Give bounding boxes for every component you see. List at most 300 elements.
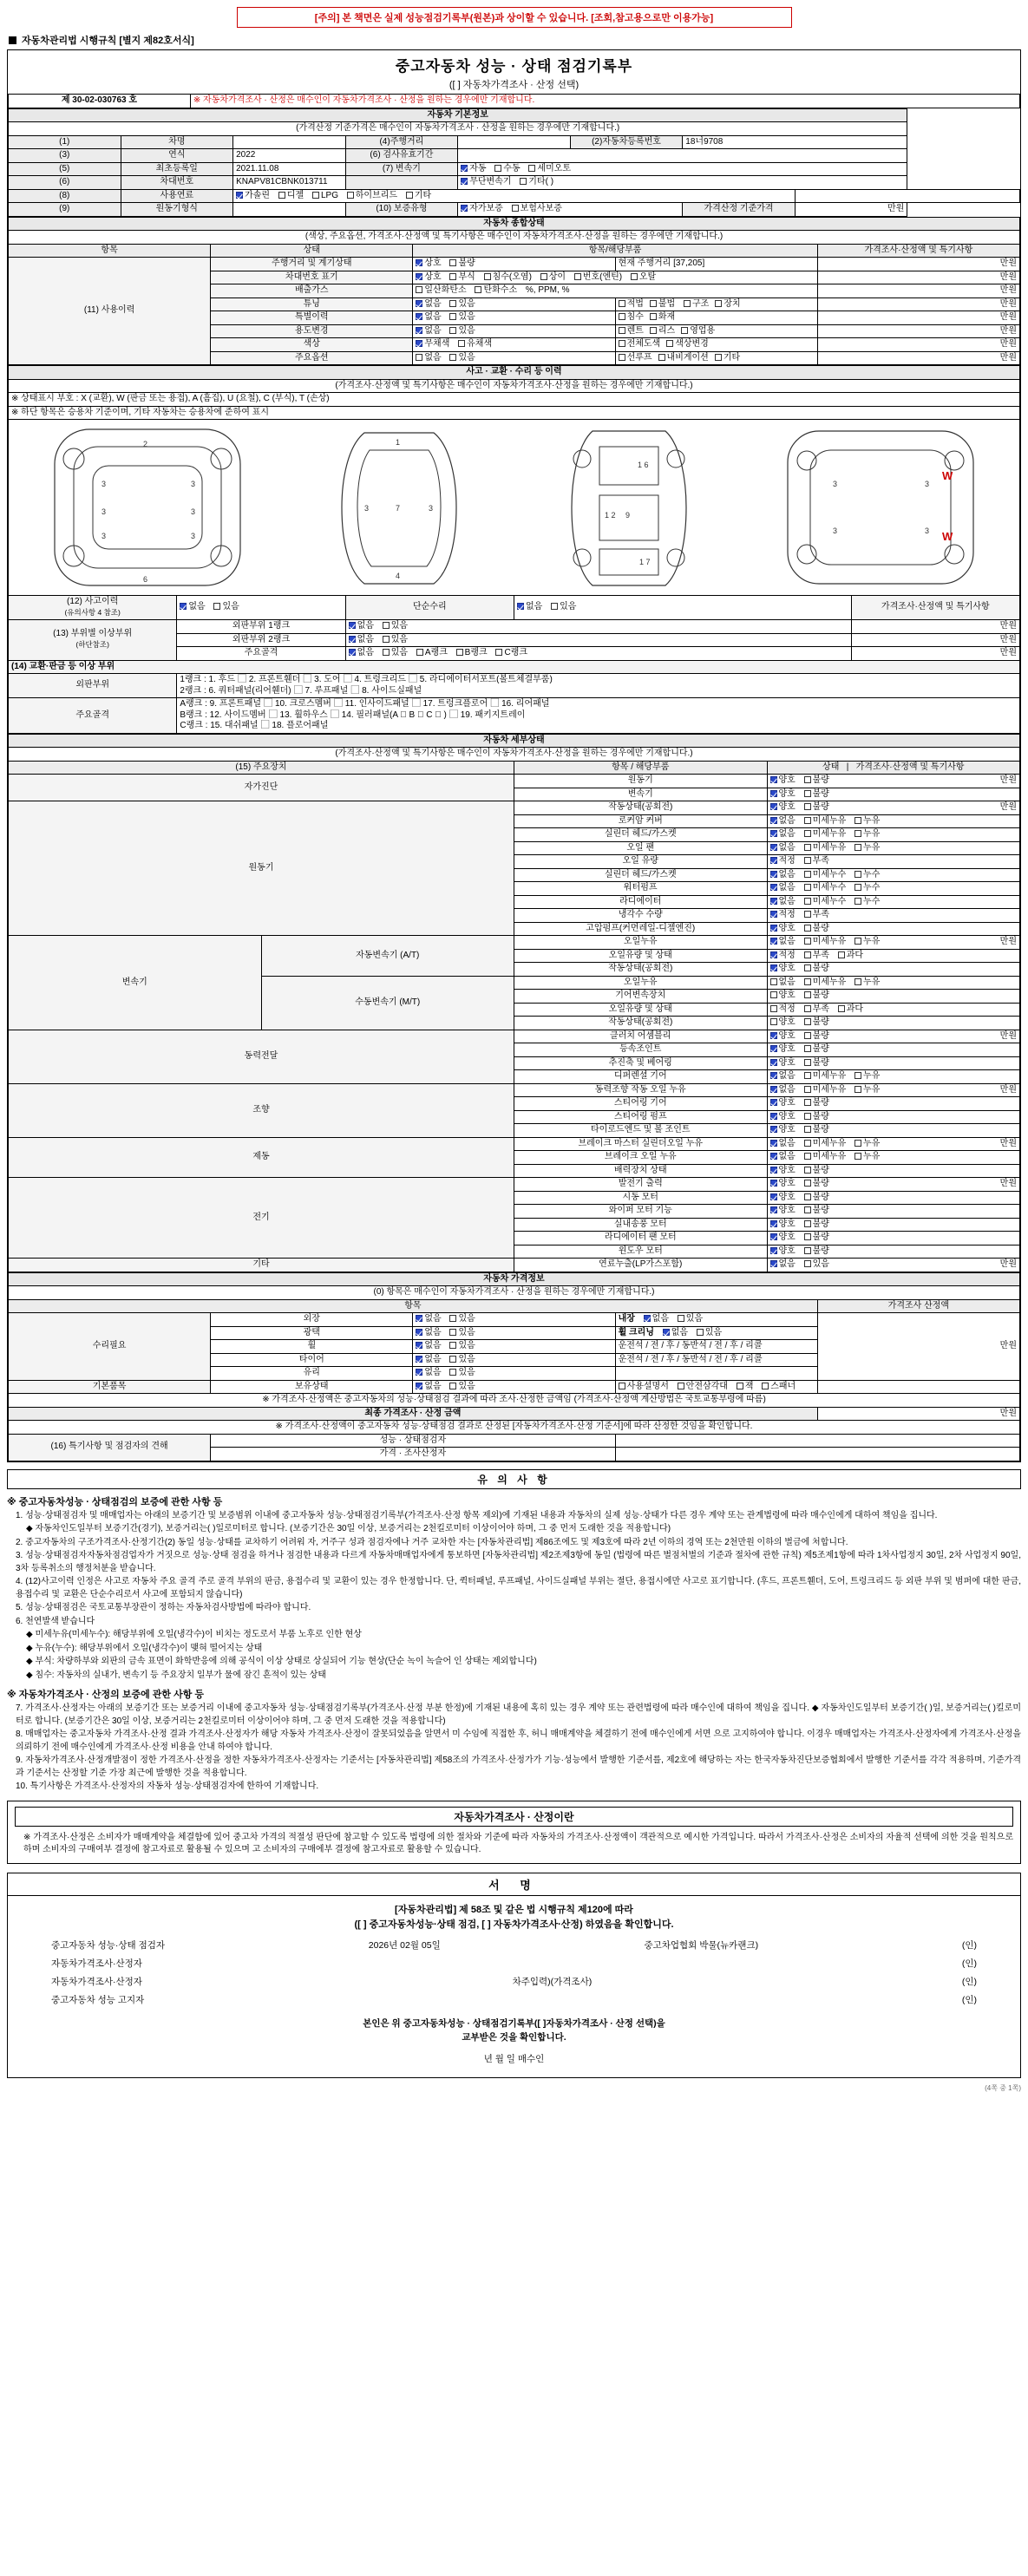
opt-use-none: 없음: [424, 325, 442, 336]
subgroup-manual-transmission: 수동변속기 (M/T): [261, 976, 514, 1030]
part-radiator: 라디에이터: [514, 895, 768, 909]
notice-item: 6. 천연발색 받습니다: [16, 1616, 95, 1626]
opt-auto: 자동: [469, 163, 487, 173]
row-label-special: 특별이력: [211, 311, 413, 325]
label-tire: 타이어: [211, 1353, 413, 1367]
row-label-vin-mark: 차대번호 표기: [211, 271, 413, 284]
opts-wheel-cleaning[interactable]: 휠 크리닝 없음 있음: [615, 1326, 817, 1340]
label-polish: 광택: [211, 1326, 413, 1340]
opt-color-multi: 유채색: [467, 339, 493, 349]
svg-text:3: 3: [832, 480, 837, 488]
row-opts-usechange[interactable]: [413, 324, 615, 338]
notice-item: 9. 자동차가격조사·산정개발점이 정한 가격조사·산정을 정한 자동차가격조사·산정자는 기준서는 [자동차관리법] 제58조의 가격조사·산정가가 기능·성능에서 발행한 기준서를, 제2호에 해당하는 자는 한국자동차진단보증협회에서 발행한 기준서를 각각 적용하며, 기준가격과 기준서는 산정할 기준 가장 최근에 발행한 것을 적용합니다.: [16, 1755, 1021, 1778]
price-transmission[interactable]: 만원: [999, 937, 1017, 946]
row-opts-mileage[interactable]: [413, 258, 615, 271]
notice-item: ◆ 누유(누수): 해당부위에서 오일(냉각수)이 맺혀 떨어지는 상태: [26, 1643, 263, 1653]
part-mt-oil-leak: 오일누유: [514, 976, 768, 990]
group-steering: 조향: [9, 1083, 514, 1137]
state-fuel-leak[interactable]: 없음 있음 만원: [767, 1259, 1020, 1272]
frame-area-lines: [177, 698, 1020, 734]
row-opts-special[interactable]: [413, 311, 615, 325]
notice-item: 2. 중고자동차의 구조가격조사·산정기간(2) 동일 성능·상태를 교차하기 어려워 자, 거주구 성과 점검자에나 거주 교차한 자는 [자동차관리법] 제86조에도 및 제3호에 따라 2년 이하의 경역 또는 2천만원 이하의 벌금에 처합니다.: [16, 1537, 848, 1547]
section1-title: 자동차 기본정보: [9, 108, 907, 122]
state-brake-oil-leak[interactable]: 없음 미세누유 누유: [767, 1151, 1020, 1165]
part-clutch-assembly: 클러치 어셈블리: [514, 1030, 768, 1043]
row-price-options[interactable]: 만원: [817, 351, 1019, 365]
price-electric[interactable]: 만원: [999, 1179, 1017, 1188]
opt-insurer-warranty: 보험사보증: [520, 204, 562, 213]
price-self-diag[interactable]: 만원: [999, 775, 1017, 785]
part-power-steering-leak: 동력조향 작동 오일 누유: [514, 1083, 768, 1097]
group-brake: 제동: [9, 1137, 514, 1178]
value-price-standard[interactable]: 만원: [795, 203, 907, 217]
opt-frame-b: B랭크: [464, 648, 488, 657]
state-coolant-level[interactable]: 적정 부족: [767, 909, 1020, 923]
opt-vin-engine: 번호(엔틴): [582, 271, 623, 282]
label-usage-history: (11) 사용이력: [9, 258, 211, 365]
signature-name[interactable]: 중고차업협회 박물(뉴카랜크): [644, 1939, 759, 1951]
row-label-usechange: 용도변경: [211, 324, 413, 338]
section-overall-state: [8, 217, 1020, 366]
price-steering[interactable]: 만원: [999, 1084, 1017, 1095]
state-mt-oil-leak[interactable]: 없음 미세누유 누유: [767, 976, 1020, 990]
value-appraiser-remark[interactable]: [615, 1448, 1019, 1461]
state-at-oil-level[interactable]: 적정 부족 과다: [767, 949, 1020, 963]
price-basic-items[interactable]: [817, 1380, 1019, 1394]
opt-vin-flood: 침수(오염): [492, 271, 532, 282]
car-diagram-top-view: [312, 421, 486, 594]
label-price-standard: 가격산정 기준가격: [683, 203, 796, 217]
signature-role: 자동차가격조사·산정자: [51, 1958, 142, 1969]
opt-semiauto: 세미오토: [537, 163, 572, 173]
state-brake-master-cyl[interactable]: 없음 미세누유 누유 만원: [767, 1137, 1020, 1151]
svg-text:3: 3: [101, 507, 107, 516]
section4-note: (가격조사·산정액 및 특기사항은 매수인이 자동차가격조사·산정을 원하는 경우에만 기재합니다.): [9, 748, 1020, 762]
detail-basic-items[interactable]: 사용설명서 안전삼각대 잭 스패너: [615, 1380, 817, 1394]
opt-frame-yes: 있음: [390, 648, 409, 657]
section-price-info: [8, 1272, 1020, 1461]
opts-glass[interactable]: 없음 있음: [413, 1367, 615, 1381]
opt-option-yes: 있음: [458, 352, 475, 363]
subgroup-auto-transmission: 자동변속기 (A/T): [261, 936, 514, 977]
svg-text:3: 3: [429, 504, 434, 513]
row-opts-tuning[interactable]: [413, 297, 615, 311]
label-repair-needed: 수리필요: [9, 1313, 211, 1381]
row-price-mileage[interactable]: 만원: [817, 258, 1019, 271]
state-booster[interactable]: 양호 불량: [767, 1164, 1020, 1178]
signature-row: [51, 1993, 977, 2006]
state-steering-pump[interactable]: 양호 불량: [767, 1110, 1020, 1124]
opt-r2-none: 없음: [357, 634, 374, 644]
frame-rank-a-line: A랭크 : 9. 프론트패널 ⃞ 10. 크로스멤버 ⃞ 11. 인사이드패널 ⃞ 17. 트렁크플로어 ⃞ 16. 리어패널: [180, 699, 550, 709]
signature-date: 2026년 02월 05일: [368, 1939, 441, 1951]
svg-text:1 6: 1 6: [637, 461, 649, 469]
row-price-emission[interactable]: 만원: [817, 284, 1019, 298]
ext-rank2-line: 2랭크 : 6. 쿼터패널(리어휀더) ⃞ 7. 루프패널 ⃞ 8. 사이드실패널: [180, 685, 422, 696]
form-code-label: 자동차관리법 시행규칙 [별지 제82호서식]: [22, 36, 194, 46]
opts-holding-state[interactable]: 없음 있음: [413, 1380, 615, 1394]
col-price-amount: 가격조사 산정액: [817, 1299, 1019, 1313]
price-repair-amount[interactable]: 만원: [817, 1313, 1019, 1381]
col-state: 상태: [211, 244, 413, 258]
part-window-motor: 윈도우 모터: [514, 1245, 768, 1259]
legend-note: ※ 하단 항목은 승용차 기준이며, 기타 자동차는 승용차에 준하여 표시: [9, 406, 1020, 420]
part-steering-gear: 스티어링 기어: [514, 1097, 768, 1111]
frame-rank-b-line: B랭크 : 12. 사이드멤버 ⃞ 13. 휠하우스 ⃞ 14. 필러패널(A ⃞ B ⃞ C ⃞ ) ⃞ 19. 패키지트레이: [180, 709, 526, 720]
opt-r1-none: 없음: [357, 621, 374, 631]
col-part-name: 항목 / 해당부품: [514, 761, 768, 775]
opt-accident-none: 없음: [188, 602, 206, 612]
opt-r1-yes: 있음: [390, 621, 409, 631]
detail-tire-positions: 운전석 / 전 / 후 / 동반석 / 전 / 후 / 리콜: [615, 1353, 817, 1367]
row-price-vin[interactable]: 만원: [817, 271, 1019, 284]
state-mt-gear[interactable]: 양호 불량: [767, 990, 1020, 1004]
label-accident-history: (12) 사고이력 (유의사항 4 참조): [9, 596, 177, 620]
opt-vin-good: 상호: [424, 271, 442, 282]
row-detail-color[interactable]: 전체도색 색상변경: [615, 338, 817, 352]
svg-text:1 2: 1 2: [604, 511, 616, 520]
row-opts-options[interactable]: [413, 351, 615, 365]
opt-cvt: 무단변속기: [469, 177, 512, 186]
signature-row: [51, 1957, 977, 1970]
label-frame: 주요골격: [177, 647, 345, 661]
svg-text:4: 4: [396, 572, 401, 580]
part-propeller-shaft: 추진축 및 베어링: [514, 1056, 768, 1070]
page-subtitle: ([ ] 자동차가격조사 · 산정 선택): [449, 80, 579, 90]
state-oil-level[interactable]: 적정 부족: [767, 855, 1020, 869]
signature-body: [7, 1896, 1021, 2079]
legend-symbols: ※ 상태표시 부호 : X (교환), W (판금 또는 용접), A (흠집), U (요철), C (부식), T (손상): [9, 393, 1020, 407]
price-ext-rank2[interactable]: 만원: [851, 633, 1019, 647]
part-engine-idle: 작동상태(공회전): [514, 801, 768, 815]
opts-polish[interactable]: 없음 있음: [413, 1326, 615, 1340]
svg-text:W: W: [941, 530, 953, 543]
state-clutch-assembly[interactable]: 양호 불량 만원: [767, 1030, 1020, 1043]
col-item: 항목: [9, 244, 211, 258]
row-price-color[interactable]: 만원: [817, 338, 1019, 352]
svg-text:3: 3: [364, 504, 370, 513]
opts-exterior[interactable]: 없음 있음: [413, 1313, 615, 1327]
part-mt-gear: 기어변속장치: [514, 990, 768, 1004]
car-diagram-side-view: [772, 421, 989, 594]
label-plate: (2)자동차등록번호: [570, 135, 683, 149]
signature-row: [51, 1939, 977, 1952]
row-price-tuning[interactable]: 만원: [817, 297, 1019, 311]
group-engine: 원동기: [9, 801, 514, 936]
opt-frame-c: C랭크: [504, 648, 527, 657]
opt-tuning-yes: 있음: [458, 298, 475, 309]
opts-accident[interactable]: [177, 596, 345, 620]
opts-ext-rank2[interactable]: [345, 633, 851, 647]
part-tie-rod-ball-joint: 타이로드엔드 및 볼 조인트: [514, 1124, 768, 1138]
signature-row: [51, 1975, 977, 1988]
row-price-special[interactable]: 만원: [817, 311, 1019, 325]
price-brake[interactable]: 만원: [999, 1138, 1017, 1148]
value-mileage[interactable]: [458, 135, 571, 149]
frame-rank-c-line: C랭크 : 15. 대쉬패널 ⃞ 18. 플로어패널: [180, 721, 329, 730]
col-price: 가격조사·산정액 및 특기사항: [817, 244, 1019, 258]
opts-tire[interactable]: 없음 있음: [413, 1353, 615, 1367]
part-rocker-cover: 로커암 커버: [514, 814, 768, 828]
row-detail-options[interactable]: 선루프 내비게이션 기타: [615, 351, 817, 365]
state-starter-motor[interactable]: 양호 불량: [767, 1191, 1020, 1205]
label-ext-area: 외판부위: [9, 674, 177, 698]
group-powertrain: 동력전달: [9, 1030, 514, 1083]
group-electric: 전기: [9, 1178, 514, 1259]
signature-seal: (인): [961, 1958, 977, 1969]
fuel-options[interactable]: [233, 189, 796, 203]
label-carname: 차명: [121, 135, 233, 149]
opt-lpg: LPG: [320, 190, 338, 200]
value-plate[interactable]: 18너9708: [683, 135, 907, 149]
opt-r2-yes: 있음: [390, 634, 409, 644]
svg-text:3: 3: [924, 480, 929, 488]
total-price-label: 최종 가격조사 · 산정 금액: [9, 1407, 818, 1421]
row-opts-color[interactable]: [413, 338, 615, 352]
notice-item: 4. (12)사고이력 인정은 사고로 자동차 주요 골격 주로 골격 부위의 판금, 용접수리 및 교환이 있는 경우 한정합니다. 단, 퀵터패널, 루프패널, 사이드실패널 부위는 절단, 용접시에만 사고로 표기합니다. (후드, 프론트휀더, 도어, 트렁크리드 등 외판 부위 및 범퍼에 대한 판금, 용접수리 및 교환은 단순수리로서 사고에 포함되지 않습니다): [16, 1577, 1021, 1599]
opts-frame[interactable]: [345, 647, 851, 661]
value-inspection[interactable]: [458, 149, 907, 163]
state-cyl-head-gasket[interactable]: 없음 미세누유 누유: [767, 828, 1020, 842]
label-basic-items: 기본품목: [9, 1380, 211, 1394]
opts-ext-rank1[interactable]: [345, 620, 851, 634]
label-inspector-remark: 성능 · 상태점검자: [211, 1434, 615, 1448]
opt-special-yes: 있음: [458, 312, 475, 322]
col-main-device: (15) 주요장치: [9, 761, 514, 775]
section3-note: (가격조사·산정액 및 특기사항은 매수인이 자동차가격조사·산정을 원하는 경우에만 기재합니다.): [9, 379, 1020, 393]
total-price-value[interactable]: 만원: [817, 1407, 1019, 1421]
section1-note: (가격산정 기준가격은 매수인이 자동차가격조사 · 산정을 원하는 경우에만 기재합니다.): [9, 122, 907, 136]
part-differential-gear: 디퍼렌셜 기어: [514, 1070, 768, 1084]
notice-section2-title: ※ 자동차가격조사 · 산정의 보증에 관한 사항 등: [7, 1690, 205, 1700]
detail-glass: [615, 1367, 817, 1381]
notice-item: ◆ 자동차인도일부터 보증기간(경기), 보증거리는( )일로미터로 합니다. (보증기간은 30일 이상, 보증거리는 2천킬로미터 이상이어야 하며, 그 중 먼저 도래한 것을 적용합니다): [26, 1524, 671, 1533]
page-title: 중고자동차 성능 · 상태 점검기록부: [395, 58, 633, 75]
state-cyl-head-gasket-coolant[interactable]: 없음 미세누수 누수: [767, 868, 1020, 882]
row-detail-usechange[interactable]: 렌트 리스 영업용: [615, 324, 817, 338]
row-no: (9): [9, 203, 121, 217]
notice-section1-title: ※ 중고자동차성능 · 상태점검의 보증에 관한 사항 등: [7, 1496, 223, 1507]
transmission-options2[interactable]: [458, 176, 907, 190]
state-blower-motor[interactable]: 양호 불량: [767, 1218, 1020, 1232]
black-square-icon: [9, 36, 16, 44]
part-starter-motor: 시동 모터: [514, 1191, 768, 1205]
state-wiper-motor[interactable]: 양호 불량: [767, 1205, 1020, 1219]
notice-item: ◆ 부식: 차량하부와 외판의 금속 표면이 화학반응에 의해 공식이 이상 상태로 상실되어 기능 현상(단순 녹이 녹슬어 인 상태는 제외합니다): [26, 1657, 537, 1666]
group-self-diagnosis: 자가진단: [9, 775, 514, 801]
car-diagram-underbody-view: [542, 421, 716, 594]
state-mt-idle[interactable]: 양호 불량: [767, 1017, 1020, 1030]
part-brake-master-cyl: 브레이크 마스터 실린더오일 누유: [514, 1137, 768, 1151]
section-detail-state: [8, 734, 1020, 1272]
row-opts-emission[interactable]: [413, 284, 817, 298]
opt-tuning-none: 없음: [424, 298, 442, 309]
opts-wheel[interactable]: 없음 있음: [413, 1340, 615, 1354]
part-booster: 배력장치 상태: [514, 1164, 768, 1178]
price-frame[interactable]: 만원: [851, 647, 1019, 661]
opt-hc: 탄화수소: [483, 285, 518, 295]
section5-title: 자동차 가격정보: [9, 1272, 1020, 1286]
price-footer-note: ※ 가격조사·산정액은 중고자동차의 성능·상태점검 결과에 따라 조사·산정한 금액임 (가격조사·산정액 계산방법은 국토교통부령에 따름): [9, 1394, 1020, 1408]
state-steering-gear[interactable]: 양호 불량: [767, 1097, 1020, 1111]
price-engine[interactable]: 만원: [999, 802, 1017, 812]
label-transmission: (7) 변속기: [345, 162, 458, 176]
page-footer: (4쪽 중 1쪽): [985, 2084, 1021, 2093]
part-mt-idle: 작동상태(공회전): [514, 1017, 768, 1030]
signature-role: 자동차가격조사·산정자: [51, 1976, 142, 1987]
state-engine-diag[interactable]: 양호 불량 만원: [767, 775, 1020, 788]
state-cv-joint[interactable]: 양호 불량: [767, 1043, 1020, 1057]
state-water-pump[interactable]: 없음 미세누수 누수: [767, 882, 1020, 896]
state-tie-rod-ball-joint[interactable]: 양호 불량: [767, 1124, 1020, 1138]
emission-values: %, PPM, %: [525, 285, 570, 295]
state-at-idle[interactable]: 양호 불량: [767, 963, 1020, 977]
section3-title: 사고 · 교환 · 수리 등 이력: [9, 366, 1020, 380]
label-ext-rank1: 외판부위 1랭크: [177, 620, 345, 634]
part-cyl-head-gasket-coolant: 실린더 헤드/가스켓: [514, 868, 768, 882]
buyer-confirm-line1: 본인은 위 중고자동차성능 · 상태점검기록부([ ]자동차가격조사 · 산정 선택)을: [363, 2017, 665, 2029]
row-label-color: 색상: [211, 338, 413, 352]
svg-text:3: 3: [101, 480, 107, 488]
state-high-pressure-pump[interactable]: 양호 불량: [767, 922, 1020, 936]
value-carname[interactable]: [233, 135, 346, 149]
form-outer-frame: [7, 49, 1021, 1462]
signature-title: 서 명: [7, 1873, 1021, 1896]
row-label-emission: 배출가스: [211, 284, 413, 298]
part-high-pressure-pump: 고압펌프(커먼레일-디젤엔진): [514, 922, 768, 936]
opts-simple-repair[interactable]: [514, 596, 851, 620]
svg-text:W: W: [941, 469, 953, 482]
group-transmission: 변속기: [9, 936, 262, 1030]
state-radiator-fan-motor[interactable]: 양호 불량: [767, 1232, 1020, 1246]
row-price-usechange[interactable]: 만원: [817, 324, 1019, 338]
label-holding-state: 보유상태: [211, 1380, 413, 1394]
price-definition-title: 자동차가격조사 · 산정이란: [15, 1807, 1013, 1827]
state-window-motor[interactable]: 양호 불량: [767, 1245, 1020, 1259]
fuel-spare: [795, 189, 1019, 203]
value-first-reg[interactable]: 2021.11.08: [233, 162, 346, 176]
svg-text:3: 3: [832, 526, 837, 535]
label-warranty: (10) 보증유형: [345, 203, 458, 217]
value-vin[interactable]: KNAPV81CBNK013711: [233, 176, 346, 190]
svg-text:9: 9: [625, 511, 630, 520]
row-label-tuning: 튜닝: [211, 297, 413, 311]
row-detail-special[interactable]: 침수 화재: [615, 311, 817, 325]
part-water-pump: 워터펌프: [514, 882, 768, 896]
value-year[interactable]: 2022: [233, 149, 346, 163]
section2-note: (색상, 주요옵션, 가격조사·산정액 및 특기사항은 매수인이 자동차가격조사·산정을 원하는 경우에만 기재합니다.): [9, 231, 1020, 245]
row-label-options: 주요옵션: [211, 351, 413, 365]
notice-item: 8. 매매업자는 중고자동차 가격조사·산정 결과 가격조사·산정자가 해당 자동차 가격조사·산정이 잘못되었음을 알면서 미 수임에 직접한 후, 허니 매매계약을 체결하기 전에 매수인에게 서면 으로 고지하여야 합니다. 이경우 매매업자는 가격조사·산정자에게 가격조사·산정을 의뢰하기 전에 매수인에게 가격조사·산정 비용을 안내 하여야 합니다.: [16, 1729, 1021, 1752]
row-no: (8): [9, 189, 121, 203]
label-engine-type: 원동기형식: [121, 203, 233, 217]
state-power-steering-leak[interactable]: 없음 미세누유 누유 만원: [767, 1083, 1020, 1097]
notice-item: ◆ 미세누유(미세누수): 해당부위에 오일(냉각수)이 비치는 정도로서 부품 노후로 인한 현상: [26, 1630, 362, 1639]
row-opts-vin[interactable]: [413, 271, 817, 284]
price-ext-rank1[interactable]: 만원: [851, 620, 1019, 634]
car-diagram-front-view: [39, 421, 256, 594]
row-no: (5): [9, 162, 121, 176]
opt-vin-diff: 상이: [548, 271, 566, 282]
buyer-confirm-line2: 교부받은 것을 확인합니다.: [462, 2032, 566, 2043]
label-ext-rank2: 외판부위 2랭크: [177, 633, 345, 647]
opt-accident-yes: 있음: [222, 602, 239, 612]
state-radiator[interactable]: 없음 미세누수 누수: [767, 895, 1020, 909]
warranty-options[interactable]: [458, 203, 683, 217]
notice-item: ◆ 침수: 자동차의 실내가, 변속기 등 주요장치 일부가 물에 잠긴 흔적이 있는 상태: [26, 1670, 327, 1680]
svg-text:2: 2: [143, 440, 148, 448]
signature-role: 중고자동차 성능·상태 점검자: [51, 1939, 166, 1951]
opt-diesel: 디젤: [286, 190, 304, 200]
state-trans-diag[interactable]: 양호 불량: [767, 788, 1020, 801]
svg-text:3: 3: [191, 532, 196, 540]
label-simple-repair: 단순수리: [345, 596, 514, 620]
notice-item: 5. 성능·상태점검은 국토교통부장관이 정하는 자동차검사방법에 따라야 합니다.: [16, 1603, 311, 1612]
part-oil-pan: 오일 팬: [514, 841, 768, 855]
state-mt-oil-level[interactable]: 적정 부족 과다: [767, 1003, 1020, 1017]
car-diagram-panel: [9, 420, 1020, 596]
opt-etc: 기타( ): [528, 177, 554, 186]
value-engine-type[interactable]: [233, 203, 346, 217]
label-exterior: 외장: [211, 1313, 413, 1327]
svg-text:3: 3: [924, 526, 929, 535]
opt-frame-a: A랭크: [424, 648, 448, 657]
label-first-reg: 최초등록일: [121, 162, 233, 176]
state-oil-pan[interactable]: 없음 미세누유 누유: [767, 841, 1020, 855]
signature-seal: (인): [961, 1939, 977, 1951]
state-alternator[interactable]: 양호 불량 만원: [767, 1178, 1020, 1192]
opt-color-solid: 무채색: [424, 339, 450, 349]
label-year: 연식: [121, 149, 233, 163]
signature-seal: (인): [961, 1976, 977, 1987]
opts-interior[interactable]: 내장 없음 있음: [615, 1313, 817, 1327]
label-remarks: (16) 특기사항 및 점검자의 견해: [9, 1434, 211, 1461]
opt-repair-yes: 있음: [560, 602, 577, 612]
rank-table-title: (14) 교환·판금 등 이상 부위: [9, 660, 1020, 674]
state-at-oil-leak[interactable]: 없음 미세누유 누유 만원: [767, 936, 1020, 950]
transmission-options[interactable]: [458, 162, 907, 176]
opt-fuel-etc: 기타: [414, 190, 432, 200]
doc-number-note: ※ 자동차가격조사 · 산정은 매수인이 자동차가격조사 · 산정을 원하는 경우에만 기재합니다.: [190, 95, 1019, 108]
part-alternator: 발전기 출력: [514, 1178, 768, 1192]
row-detail-tuning[interactable]: 적법 불법 구조 장치: [615, 297, 817, 311]
signature-law-line2: ([ ] 중고자동차성능·상태 점검, [ ] 자동차가격조사·산정) 하였음을 확인합니다.: [354, 1919, 674, 1931]
price-definition-box: [7, 1801, 1021, 1864]
part-oil-level: 오일 유량: [514, 855, 768, 869]
price-powertrain[interactable]: 만원: [999, 1030, 1017, 1041]
label-abnormal-parts: (13) 부위별 이상부위 (하단참조): [9, 620, 177, 661]
state-engine-idle[interactable]: 양호 불량 만원: [767, 801, 1020, 815]
signature-name[interactable]: 차주입력)(가격조사): [512, 1976, 593, 1987]
label-glass: 유리: [211, 1367, 413, 1381]
ext-area-lines: [177, 674, 1020, 698]
form-header-row: [9, 33, 1021, 47]
label-blank1: [345, 176, 458, 190]
section2-title: 자동차 종합상태: [9, 217, 1020, 231]
state-rocker-cover[interactable]: 없음 미세누유 누유: [767, 814, 1020, 828]
state-propeller-shaft[interactable]: 양호 불량: [767, 1056, 1020, 1070]
label-mileage: (4)주행거리: [345, 135, 458, 149]
label-frame-area: 주요골격: [9, 698, 177, 734]
section4-title: 자동차 세부상태: [9, 734, 1020, 748]
state-differential-gear[interactable]: 없음 미세누유 누유: [767, 1070, 1020, 1084]
part-steering-pump: 스티어링 펌프: [514, 1110, 768, 1124]
price-etc[interactable]: 만원: [999, 1259, 1017, 1269]
value-inspector-remark[interactable]: [615, 1434, 1019, 1448]
col-state-price: 상태 | 가격조사·산정액 및 특기사항: [767, 761, 1020, 775]
section-accident-history: [8, 365, 1020, 734]
svg-text:3: 3: [191, 507, 196, 516]
